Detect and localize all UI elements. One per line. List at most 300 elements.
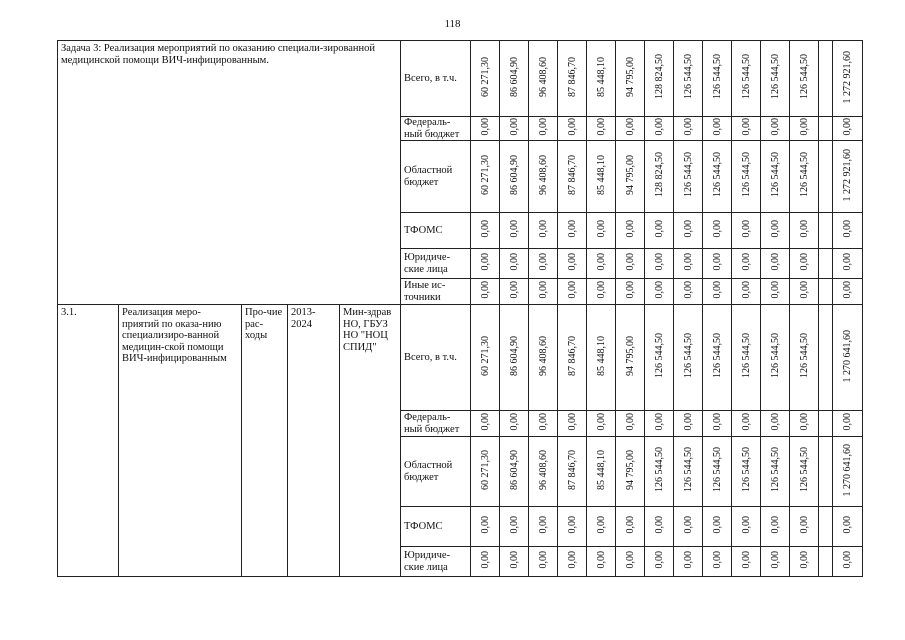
amount: 1 270 641,60 xyxy=(842,329,853,382)
amount: 0,00 xyxy=(769,516,781,534)
page-number: 118 xyxy=(444,18,461,30)
amount: 87 846,70 xyxy=(566,56,578,97)
amount: 0,00 xyxy=(479,253,491,271)
value-cell xyxy=(587,411,616,437)
value-cell xyxy=(732,507,761,547)
amount: 126 544,50 xyxy=(711,152,723,198)
value-cell xyxy=(616,547,645,577)
activity-section xyxy=(58,305,863,577)
amount: 86 604,90 xyxy=(508,335,520,376)
amount: 0,00 xyxy=(682,413,694,431)
amount: 1 272 921,60 xyxy=(842,50,853,103)
amount: 0,00 xyxy=(798,253,810,271)
total-value-cell xyxy=(833,507,863,547)
table-row xyxy=(58,41,863,117)
amount: 0,00 xyxy=(566,220,578,238)
amount: 0,00 xyxy=(653,253,665,271)
value-cell xyxy=(471,41,500,117)
amount: 0,00 xyxy=(624,118,636,136)
value-cell xyxy=(587,547,616,577)
amount: 0,00 xyxy=(537,253,549,271)
period: 2013-2024 xyxy=(288,305,340,577)
amount: 0,00 xyxy=(595,551,607,569)
amount: 126 544,50 xyxy=(682,333,694,379)
value-cell xyxy=(616,41,645,117)
amount: 0,00 xyxy=(740,253,752,271)
amount: 0,00 xyxy=(769,253,781,271)
amount: 0,00 xyxy=(595,413,607,431)
value-cell xyxy=(645,41,674,117)
value-cell xyxy=(471,305,500,411)
funding-source: Федераль-ный бюджет xyxy=(401,117,471,141)
value-cell xyxy=(790,249,819,279)
value-cell xyxy=(674,249,703,279)
spacer-cell xyxy=(819,41,833,117)
amount: 85 448,10 xyxy=(595,154,607,195)
amount: 126 544,50 xyxy=(682,152,694,198)
amount: 0,00 xyxy=(479,281,491,299)
amount: 128 824,50 xyxy=(653,54,665,100)
value-cell xyxy=(732,437,761,507)
value-cell xyxy=(558,279,587,305)
value-cell xyxy=(529,141,558,213)
amount: 96 408,60 xyxy=(537,335,549,376)
funding-source: Юридиче-ские лица xyxy=(401,249,471,279)
value-cell xyxy=(645,249,674,279)
amount: 0,00 xyxy=(537,281,549,299)
amount: 0,00 xyxy=(653,413,665,431)
activity-number: 3.1. xyxy=(58,305,119,577)
value-cell xyxy=(761,117,790,141)
value-cell xyxy=(703,141,732,213)
value-cell xyxy=(761,249,790,279)
value-cell xyxy=(558,507,587,547)
value-cell xyxy=(471,117,500,141)
value-cell xyxy=(558,547,587,577)
amount: 0,00 xyxy=(566,118,578,136)
value-cell xyxy=(703,411,732,437)
value-cell xyxy=(558,411,587,437)
amount: 0,00 xyxy=(479,220,491,238)
value-cell xyxy=(616,213,645,249)
value-cell xyxy=(471,279,500,305)
value-cell xyxy=(732,411,761,437)
value-cell xyxy=(732,117,761,141)
value-cell xyxy=(587,437,616,507)
amount: 0,00 xyxy=(508,551,520,569)
amount: 86 604,90 xyxy=(508,56,520,97)
amount: 126 544,50 xyxy=(740,54,752,100)
total-value-cell xyxy=(833,141,863,213)
amount: 0,00 xyxy=(508,281,520,299)
value-cell xyxy=(703,249,732,279)
value-cell xyxy=(790,213,819,249)
amount: 0,00 xyxy=(653,118,665,136)
amount: 94 795,00 xyxy=(624,56,636,97)
amount: 126 544,50 xyxy=(740,333,752,379)
value-cell xyxy=(790,547,819,577)
value-cell xyxy=(471,141,500,213)
amount: 0,00 xyxy=(624,413,636,431)
amount: 126 544,50 xyxy=(798,54,810,100)
total-value-cell xyxy=(833,279,863,305)
value-cell xyxy=(645,507,674,547)
value-cell xyxy=(529,249,558,279)
value-cell xyxy=(732,141,761,213)
value-cell xyxy=(645,213,674,249)
value-cell xyxy=(587,117,616,141)
amount: 0,00 xyxy=(624,551,636,569)
amount: 60 271,30 xyxy=(479,449,491,490)
amount: 0,00 xyxy=(798,281,810,299)
amount: 0,00 xyxy=(624,253,636,271)
amount: 0,00 xyxy=(740,281,752,299)
amount: 0,00 xyxy=(682,118,694,136)
value-cell xyxy=(703,437,732,507)
amount: 0,00 xyxy=(842,118,853,136)
amount: 0,00 xyxy=(479,551,491,569)
spacer-cell xyxy=(819,437,833,507)
value-cell xyxy=(790,117,819,141)
amount: 126 544,50 xyxy=(711,54,723,100)
total-value-cell xyxy=(833,305,863,411)
amount: 0,00 xyxy=(842,281,853,299)
amount: 0,00 xyxy=(711,253,723,271)
amount: 0,00 xyxy=(508,516,520,534)
value-cell xyxy=(500,507,529,547)
spacer-cell xyxy=(819,213,833,249)
value-cell xyxy=(732,279,761,305)
amount: 0,00 xyxy=(740,413,752,431)
amount: 0,00 xyxy=(479,118,491,136)
value-cell xyxy=(761,437,790,507)
spacer-cell xyxy=(819,249,833,279)
task-title: Задача 3: Реализация мероприятий по оказанию специали-зированной медицинской помощи ВИЧ-инфицированным. xyxy=(58,41,401,305)
amount: 85 448,10 xyxy=(595,56,607,97)
value-cell xyxy=(471,547,500,577)
value-cell xyxy=(732,213,761,249)
amount: 0,00 xyxy=(624,281,636,299)
table-row xyxy=(58,305,863,411)
value-cell xyxy=(645,437,674,507)
amount: 0,00 xyxy=(566,413,578,431)
value-cell xyxy=(587,141,616,213)
amount: 0,00 xyxy=(537,413,549,431)
value-cell xyxy=(529,305,558,411)
value-cell xyxy=(703,41,732,117)
amount: 0,00 xyxy=(508,253,520,271)
amount: 126 544,50 xyxy=(740,447,752,493)
amount: 126 544,50 xyxy=(769,152,781,198)
value-cell xyxy=(471,411,500,437)
value-cell xyxy=(790,279,819,305)
funding-source: Областной бюджет xyxy=(401,141,471,213)
value-cell xyxy=(529,437,558,507)
value-cell xyxy=(587,213,616,249)
amount: 0,00 xyxy=(508,118,520,136)
value-cell xyxy=(587,279,616,305)
spacer-cell xyxy=(819,305,833,411)
amount: 86 604,90 xyxy=(508,449,520,490)
value-cell xyxy=(558,141,587,213)
value-cell xyxy=(529,507,558,547)
value-cell xyxy=(645,547,674,577)
value-cell xyxy=(529,213,558,249)
amount: 87 846,70 xyxy=(566,449,578,490)
value-cell xyxy=(587,507,616,547)
amount: 60 271,30 xyxy=(479,56,491,97)
value-cell xyxy=(732,41,761,117)
amount: 0,00 xyxy=(711,516,723,534)
value-cell xyxy=(616,437,645,507)
amount: 0,00 xyxy=(682,516,694,534)
spacer-cell xyxy=(819,141,833,213)
value-cell xyxy=(645,117,674,141)
amount: 87 846,70 xyxy=(566,154,578,195)
funding-source: Областной бюджет xyxy=(401,437,471,507)
funding-source: ТФОМС xyxy=(401,507,471,547)
value-cell xyxy=(674,117,703,141)
spacer-cell xyxy=(819,507,833,547)
value-cell xyxy=(471,249,500,279)
value-cell xyxy=(790,141,819,213)
value-cell xyxy=(616,141,645,213)
amount: 0,00 xyxy=(537,516,549,534)
amount: 0,00 xyxy=(769,551,781,569)
amount: 0,00 xyxy=(798,118,810,136)
value-cell xyxy=(703,547,732,577)
funding-source: Федераль-ный бюджет xyxy=(401,411,471,437)
amount: 0,00 xyxy=(842,551,853,569)
amount: 94 795,00 xyxy=(624,335,636,376)
amount: 0,00 xyxy=(508,413,520,431)
amount: 0,00 xyxy=(653,516,665,534)
funding-source: Всего, в т.ч. xyxy=(401,305,471,411)
value-cell xyxy=(703,213,732,249)
amount: 0,00 xyxy=(711,118,723,136)
amount: 87 846,70 xyxy=(566,335,578,376)
value-cell xyxy=(674,141,703,213)
amount: 0,00 xyxy=(798,220,810,238)
total-value-cell xyxy=(833,41,863,117)
funding-source: Иные ис-точники xyxy=(401,279,471,305)
value-cell xyxy=(645,279,674,305)
value-cell xyxy=(703,305,732,411)
amount: 96 408,60 xyxy=(537,449,549,490)
value-cell xyxy=(790,507,819,547)
amount: 96 408,60 xyxy=(537,154,549,195)
value-cell xyxy=(790,437,819,507)
amount: 0,00 xyxy=(740,220,752,238)
total-value-cell xyxy=(833,437,863,507)
spacer-cell xyxy=(819,117,833,141)
value-cell xyxy=(761,279,790,305)
value-cell xyxy=(500,117,529,141)
amount: 126 544,50 xyxy=(769,54,781,100)
amount: 0,00 xyxy=(537,220,549,238)
value-cell xyxy=(761,41,790,117)
value-cell xyxy=(500,213,529,249)
amount: 0,00 xyxy=(682,220,694,238)
amount: 126 544,50 xyxy=(798,152,810,198)
amount: 0,00 xyxy=(624,220,636,238)
amount: 86 604,90 xyxy=(508,154,520,195)
value-cell xyxy=(500,411,529,437)
total-value-cell xyxy=(833,249,863,279)
amount: 0,00 xyxy=(798,516,810,534)
value-cell xyxy=(616,249,645,279)
amount: 0,00 xyxy=(711,413,723,431)
total-value-cell xyxy=(833,213,863,249)
value-cell xyxy=(616,279,645,305)
value-cell xyxy=(703,279,732,305)
value-cell xyxy=(471,507,500,547)
value-cell xyxy=(558,437,587,507)
amount: 126 544,50 xyxy=(769,333,781,379)
amount: 126 544,50 xyxy=(769,447,781,493)
value-cell xyxy=(529,41,558,117)
value-cell xyxy=(790,411,819,437)
value-cell xyxy=(761,141,790,213)
amount: 0,00 xyxy=(566,253,578,271)
amount: 0,00 xyxy=(595,253,607,271)
value-cell xyxy=(674,411,703,437)
value-cell xyxy=(616,507,645,547)
value-cell xyxy=(558,213,587,249)
amount: 0,00 xyxy=(769,118,781,136)
amount: 60 271,30 xyxy=(479,154,491,195)
amount: 0,00 xyxy=(740,551,752,569)
amount: 0,00 xyxy=(842,516,853,534)
value-cell xyxy=(674,547,703,577)
value-cell xyxy=(761,547,790,577)
value-cell xyxy=(761,213,790,249)
amount: 85 448,10 xyxy=(595,449,607,490)
value-cell xyxy=(500,249,529,279)
value-cell xyxy=(674,305,703,411)
amount: 0,00 xyxy=(566,281,578,299)
amount: 0,00 xyxy=(769,413,781,431)
value-cell xyxy=(529,117,558,141)
amount: 0,00 xyxy=(595,220,607,238)
amount: 0,00 xyxy=(537,551,549,569)
amount: 0,00 xyxy=(711,281,723,299)
value-cell xyxy=(616,117,645,141)
value-cell xyxy=(674,279,703,305)
budget-table xyxy=(57,40,863,577)
amount: 94 795,00 xyxy=(624,154,636,195)
amount: 0,00 xyxy=(479,516,491,534)
amount: 0,00 xyxy=(769,220,781,238)
value-cell xyxy=(732,305,761,411)
amount: 126 544,50 xyxy=(740,152,752,198)
amount: 85 448,10 xyxy=(595,335,607,376)
expense-type: Про-чие рас-ходы xyxy=(242,305,288,577)
amount: 60 271,30 xyxy=(479,335,491,376)
value-cell xyxy=(500,437,529,507)
value-cell xyxy=(616,411,645,437)
amount: 0,00 xyxy=(798,413,810,431)
value-cell xyxy=(732,249,761,279)
amount: 0,00 xyxy=(711,551,723,569)
amount: 126 544,50 xyxy=(682,54,694,100)
value-cell xyxy=(471,437,500,507)
value-cell xyxy=(529,547,558,577)
amount: 94 795,00 xyxy=(624,449,636,490)
amount: 126 544,50 xyxy=(653,447,665,493)
value-cell xyxy=(500,141,529,213)
value-cell xyxy=(674,213,703,249)
amount: 0,00 xyxy=(842,413,853,431)
amount: 0,00 xyxy=(508,220,520,238)
value-cell xyxy=(529,279,558,305)
value-cell xyxy=(500,305,529,411)
amount: 0,00 xyxy=(653,551,665,569)
amount: 0,00 xyxy=(842,253,853,271)
amount: 128 824,50 xyxy=(653,152,665,198)
spacer-cell xyxy=(819,411,833,437)
value-cell xyxy=(558,41,587,117)
total-value-cell xyxy=(833,411,863,437)
value-cell xyxy=(500,41,529,117)
value-cell xyxy=(500,547,529,577)
amount: 0,00 xyxy=(682,253,694,271)
value-cell xyxy=(645,411,674,437)
funding-source: Юридиче-ские лица xyxy=(401,547,471,577)
amount: 0,00 xyxy=(740,516,752,534)
activity-name: Реализация меро-приятий по оказа-нию специализиро-ванной медицин-ской помощи ВИЧ-инфицированным xyxy=(119,305,242,577)
value-cell xyxy=(558,117,587,141)
amount: 0,00 xyxy=(682,281,694,299)
amount: 0,00 xyxy=(798,551,810,569)
value-cell xyxy=(761,411,790,437)
value-cell xyxy=(674,437,703,507)
funding-source: ТФОМС xyxy=(401,213,471,249)
amount: 0,00 xyxy=(479,413,491,431)
amount: 0,00 xyxy=(595,118,607,136)
value-cell xyxy=(616,305,645,411)
amount: 126 544,50 xyxy=(711,333,723,379)
value-cell xyxy=(500,279,529,305)
value-cell xyxy=(645,305,674,411)
amount: 0,00 xyxy=(537,118,549,136)
amount: 0,00 xyxy=(842,220,853,238)
value-cell xyxy=(529,411,558,437)
total-value-cell xyxy=(833,117,863,141)
amount: 126 544,50 xyxy=(798,447,810,493)
value-cell xyxy=(703,507,732,547)
amount: 0,00 xyxy=(595,281,607,299)
amount: 126 544,50 xyxy=(682,447,694,493)
amount: 126 544,50 xyxy=(798,333,810,379)
value-cell xyxy=(674,507,703,547)
amount: 0,00 xyxy=(566,516,578,534)
value-cell xyxy=(471,213,500,249)
value-cell xyxy=(732,547,761,577)
amount: 0,00 xyxy=(566,551,578,569)
value-cell xyxy=(761,305,790,411)
value-cell xyxy=(674,41,703,117)
amount: 0,00 xyxy=(653,220,665,238)
amount: 0,00 xyxy=(595,516,607,534)
amount: 0,00 xyxy=(740,118,752,136)
amount: 0,00 xyxy=(711,220,723,238)
spacer-cell xyxy=(819,279,833,305)
value-cell xyxy=(587,305,616,411)
total-value-cell xyxy=(833,547,863,577)
value-cell xyxy=(790,305,819,411)
value-cell xyxy=(587,41,616,117)
